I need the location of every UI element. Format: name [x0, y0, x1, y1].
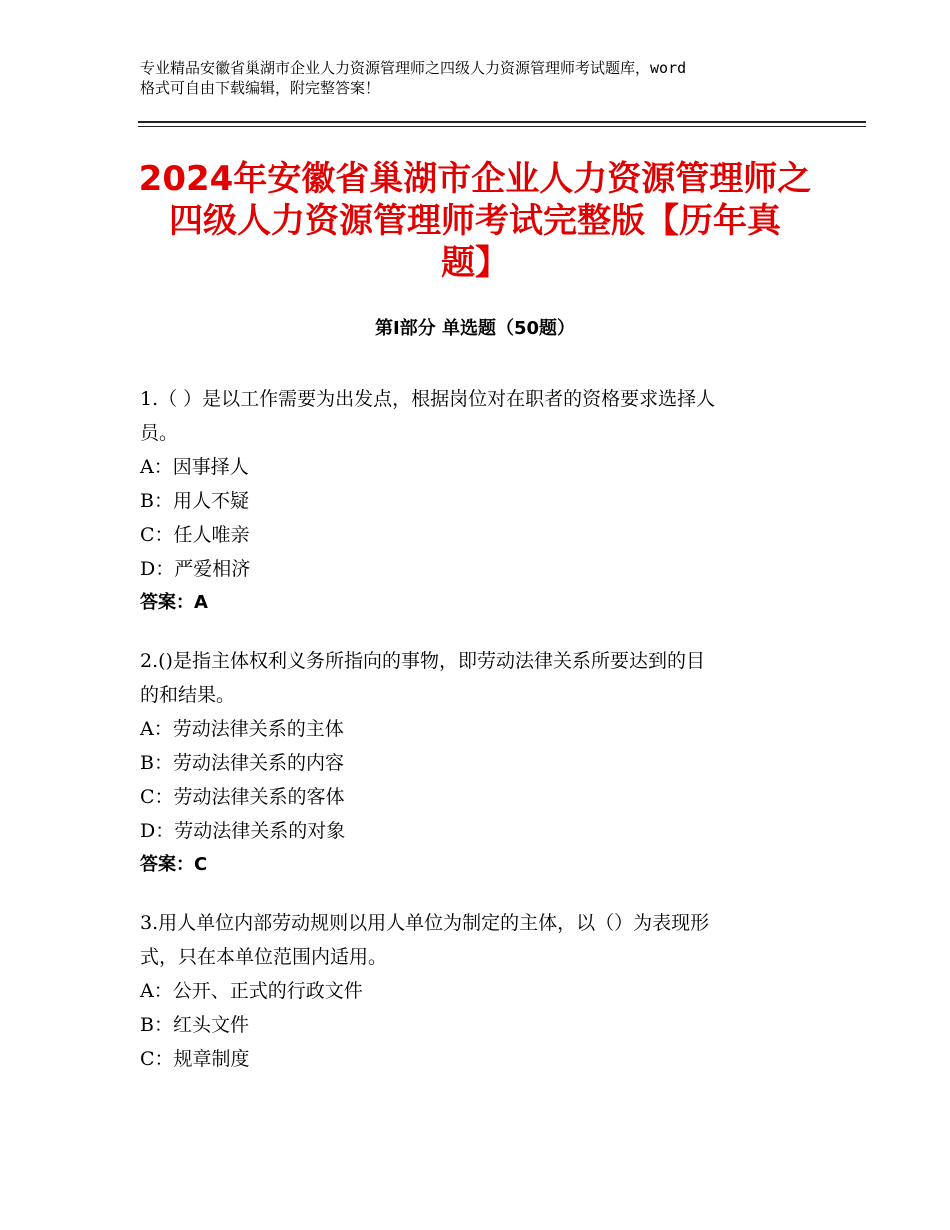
- header-note: [140, 58, 830, 98]
- question-text-line: 3.用人单位内部劳动规则以用人单位为制定的主体，以（）为表现形: [140, 912, 710, 934]
- document-title-line-3: 题】: [441, 243, 509, 283]
- question-text-line: 员。: [140, 422, 179, 444]
- question-text-line: 2.()是指主体权利义务所指向的事物，即劳动法律关系所要达到的目: [140, 650, 705, 672]
- question-1: [140, 382, 820, 620]
- option-d: D：劳动法律关系的对象: [140, 820, 346, 842]
- question-text-line: 1.（ ）是以工作需要为出发点，根据岗位对在职者的资格要求选择人: [140, 388, 716, 410]
- answer-label: 答案：A: [140, 592, 208, 613]
- section-title: 第Ⅰ部分 单选题（50题）: [374, 318, 575, 339]
- document-title: [120, 158, 830, 284]
- document-title-line-2: 四级人力资源管理师考试完整版【历年真: [169, 201, 781, 241]
- question-text-line: 式，只在本单位范围内适用。: [140, 946, 388, 968]
- option-b: B：用人不疑: [140, 490, 249, 512]
- option-c: C：劳动法律关系的客体: [140, 786, 345, 808]
- option-a: A：因事择人: [140, 456, 249, 478]
- question-list: [140, 382, 820, 1100]
- option-a: A：劳动法律关系的主体: [140, 718, 344, 740]
- option-a: A：公开、正式的行政文件: [140, 980, 363, 1002]
- header-divider-thick: [138, 121, 866, 123]
- option-c: C：规章制度: [140, 1048, 250, 1070]
- option-d: D：严爱相济: [140, 558, 251, 580]
- header-divider-thin: [138, 126, 866, 127]
- document-title-line-1: 2024年安徽省巢湖市企业人力资源管理师之: [138, 159, 812, 199]
- header-note-line-1: 专业精品安徽省巢湖市企业人力资源管理师之四级人力资源管理师考试题库，word: [140, 59, 687, 77]
- header-note-line-2: 格式可自由下载编辑，附完整答案！: [140, 79, 381, 97]
- option-b: B：劳动法律关系的内容: [140, 752, 344, 774]
- question-text-line: 的和结果。: [140, 684, 236, 706]
- option-b: B：红头文件: [140, 1014, 249, 1036]
- question-3: [140, 906, 820, 1076]
- answer-label: 答案：C: [140, 854, 208, 875]
- option-c: C：任人唯亲: [140, 524, 250, 546]
- question-2: [140, 644, 820, 882]
